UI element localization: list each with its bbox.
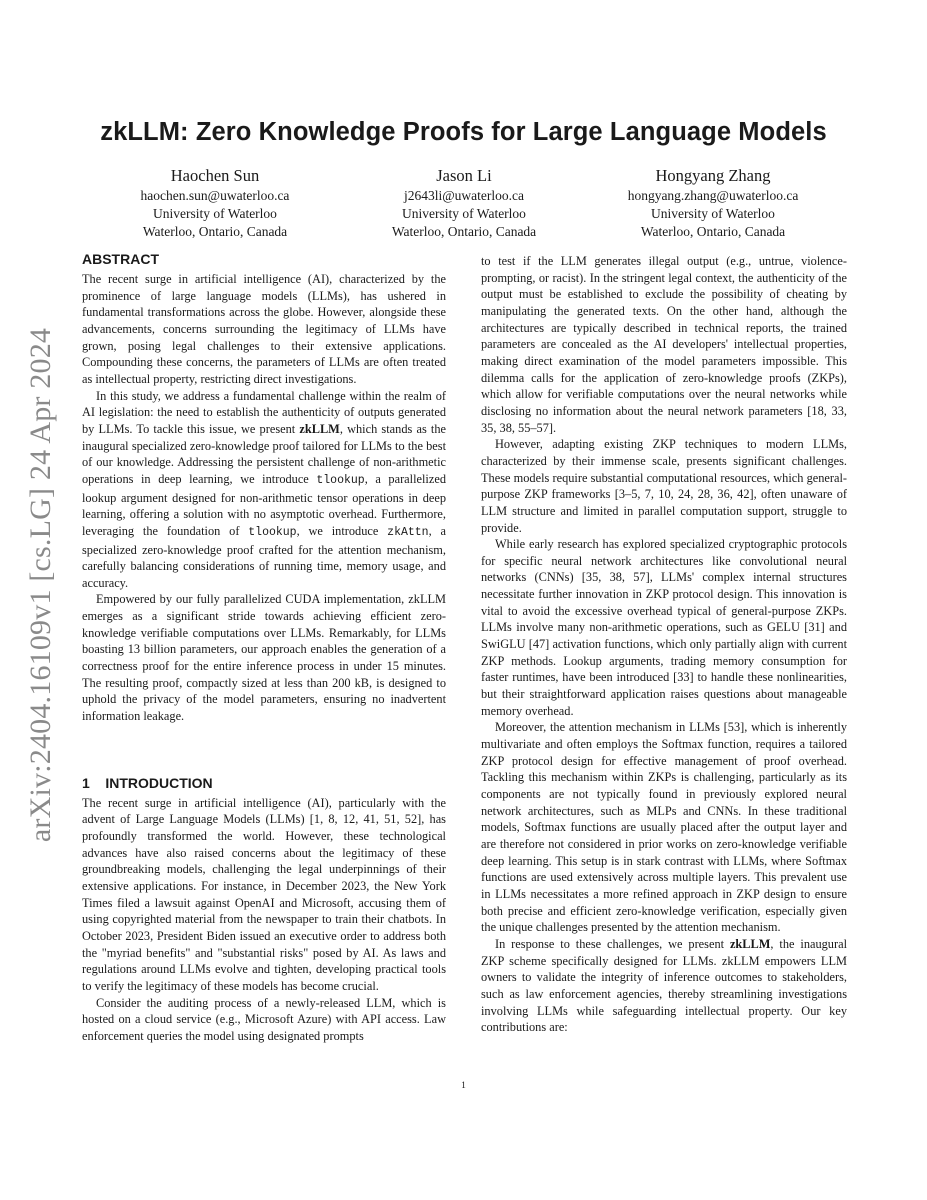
abstract-heading: ABSTRACT [82, 251, 159, 267]
arxiv-sidebar-stamp [20, 320, 62, 850]
author-email: haochen.sun@uwaterloo.ca [140, 188, 290, 203]
intro-paragraph-6 [481, 936, 847, 1036]
abstract-paragraph-3: Empowered by our fully parallelized CUDA implementation, zkLLM emerges as a significant stride towards achieving efficient zero-knowledge verifiable computations over LLMs. Remarkably, for LLMs boasting 13 billion parameters, our approach enables the generation of a correctness proof for the entire inference process in under 15 minutes. The resulting proof, compactly sized at less than 200 kB, is designed to uphold the privacy of the model parameters, ensuring no inadvertent information leakage. [82, 592, 446, 724]
left-column [82, 250, 446, 1045]
text-run: , which stands as the inaugural specialized zero-knowledge proof tailored for LLMs to the best of our knowledge. Addressing the persistent challenge of non-arithmetic operations in deep learning, we introduce [82, 421, 446, 486]
code-term: zkAttn [387, 525, 429, 539]
system-name: zkLLM [299, 421, 340, 436]
abstract-paragraph-1: The recent surge in artificial intelligence (AI), characterized by the prominence of large language models (LLMs), has ushered in fundamental transformations across the globe. However, alongside these advancements, concerns surrounding the legitimacy of LLMs have grown, posing legal challenges to their extensive applications. Compounding these concerns, the parameters of LLMs are often treated as intellectual property, restricting direct investigations. [82, 272, 446, 386]
author-affiliation: University of Waterloo [402, 206, 526, 221]
text-run: , we introduce [296, 523, 388, 538]
text-run: In this study, we address a fundamental challenge within the realm of AI legislation: the need to establish the authenticity of outputs generated by LLMs. To tackle this issue, we present [82, 388, 446, 436]
intro-paragraph-4: While early research has explored specialized cryptographic protocols for specific neural network architectures like convolutional neural networks (CNNs) [35, 38, 57], LLMs' complex internal structures necessitate further innovation in ZKP protocol design. This innovation is vital to avoid the excessive overhead typical of general-purpose ZKPs. LLMs involve many non-arithmetic operations, such as GELU [31] and SwiGLU [47] activation functions, which only partially align with current ZKP methods. Lookup arguments, trading memory consumption for faster runtimes, have been introduced [33] to handle these nonlinearities, but their straightforward application raises questions about manageable memory overhead. [481, 537, 847, 718]
intro-paragraph-3: However, adapting existing ZKP techniques to modern LLMs, characterized by their immense scale, presents significant challenges. These models require substantial computational resources, which general-purpose ZKP frameworks [3–5, 7, 10, 24, 28, 36, 42], often unaware of LLM structure and limited in parallel computation support, struggle to provide. [481, 437, 847, 535]
author-name: Haochen Sun [170, 166, 260, 185]
code-term: tlookup [248, 525, 297, 539]
author-affiliation: University of Waterloo [153, 206, 277, 221]
intro-paragraph-1: The recent surge in artificial intelligence (AI), particularly with the advent of Large Language Models (LLMs) [1, 8, 12, 41, 51, 52], has profoundly transformed the world. However, these technological advances have also raised concerns about the legitimacy of these groundbreaking models, challenging the legal underpinnings of their extensive applications. For instance, in December 2023, the New York Times filed a lawsuit against OpenAI and Microsoft, accusing them of using copyrighted material from the newspaper to train their chatbots. In October 2023, President Biden issued an executive order to address both the "myriad benefits" and "substantial risks" posed by AI. As laws and regulations around LLMs evolve and tighten, developing practical tools to verify the legitimacy of these models has become crucial. [82, 795, 446, 993]
arxiv-identifier: arXiv:2404.16109v1 [cs.LG] 24 Apr 2024 [24, 327, 57, 843]
author-affiliation: University of Waterloo [651, 206, 775, 221]
abstract-paragraph-2 [82, 388, 446, 592]
intro-paragraph-5: Moreover, the attention mechanism in LLMs [53], which is inherently multivariate and often employs the Softmax function, requires a tailored ZKP protocol design for effective management of proof overhead. Tackling this mechanism within ZKPs is challenging, particularly as its components are not typically found in previously explored neural network architectures, such as MLPs and CNNs. In these traditional models, Softmax functions are usually placed after the output layer and are therefore not considered in prior works on zero-knowledge verifiable deep learning. This setup is in stark contrast with LLMs, where Softmax functions are used extensively across multiple layers. This prevalent use in LLMs necessitates a more refined approach in ZKP design to ensure both precise and efficient zero-knowledge verification, especially given the unique challenges presented by the attention mechanism. [481, 720, 847, 935]
author-name: Hongyang Zhang [655, 166, 771, 185]
author-location: Waterloo, Ontario, Canada [640, 224, 786, 239]
text-run: In response to these challenges, we present [495, 936, 730, 951]
text-run: , the inaugural ZKP scheme specifically designed for LLMs. zkLLM empowers LLM owners to validate the integrity of inference outcomes to stakeholders, such as law enforcement agencies, thereby streamlining investigations involving LLMs while safeguarding intellectual property. Our key contributions are: [481, 936, 847, 1035]
intro-paragraph-2-continued: to test if the LLM generates illegal output (e.g., untrue, violence-prompting, or racist). In the stringent legal context, the authenticity of the output must be established to exclude the possibility of cheating by manipulating the generated texts. On the other hand, although the architectures are typically described in technical reports, the trained parameters are concealed as the AI developers' intellectual properties, making direct examination of the model parameters impossible. This dilemma calls for the application of zero-knowledge proofs (ZKPs), which allow for verifiable computations over the neural networks while disclosing no information about the neural network parameters [18, 33, 35, 38, 55–57]. [481, 254, 847, 435]
author-email: j2643li@uwaterloo.ca [403, 188, 525, 203]
author-location: Waterloo, Ontario, Canada [142, 224, 288, 239]
paper-title: zkLLM: Zero Knowledge Proofs for Large Language Models [100, 118, 827, 146]
author-location: Waterloo, Ontario, Canada [391, 224, 537, 239]
author-name: Jason Li [436, 166, 492, 185]
code-term: tlookup [316, 473, 365, 487]
intro-paragraph-2: Consider the auditing process of a newly-released LLM, which is hosted on a cloud service (e.g., Microsoft Azure) with API access. Law enforcement queries the model using designated prompts [82, 995, 446, 1043]
author-block-3 [583, 165, 843, 241]
author-block-1 [85, 165, 345, 241]
page-number: 1 [461, 1081, 466, 1091]
text-run: , a parallelized lookup argument designed for non-arithmetic tensor operations in deep learning, offering a solution with no asymptotic overhead. Furthermore, leveraging the foundation of [82, 471, 446, 538]
text-run: , a specialized zero-knowledge proof crafted for the attention mechanism, carefully balancing considerations of running time, memory usage, and accuracy. [82, 523, 446, 590]
author-email: hongyang.zhang@uwaterloo.ca [627, 188, 799, 203]
introduction-heading: 1 INTRODUCTION [82, 774, 213, 791]
system-name: zkLLM [729, 936, 771, 951]
right-column [481, 253, 847, 1036]
author-block-2 [334, 165, 594, 241]
